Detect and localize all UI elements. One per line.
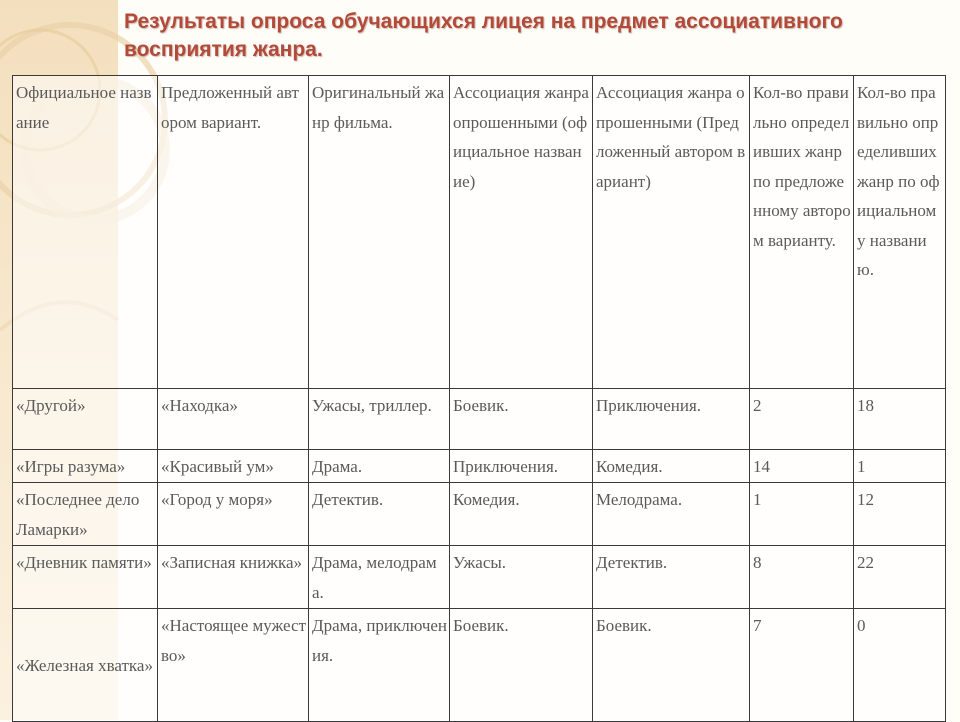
cell-association-official: Ужасы. — [450, 546, 593, 609]
table-row — [13, 450, 946, 483]
cell-association-official: Боевик. — [450, 389, 593, 450]
cell-count-author: 2 — [750, 389, 854, 450]
cell-association-official: Приключения. — [450, 450, 593, 483]
cell-association-author: Мелодрама. — [593, 483, 750, 546]
cell-count-author: 14 — [750, 450, 854, 483]
header-official-name: Официальное название — [13, 76, 158, 389]
header-author-variant: Предложенный автором вариант. — [158, 76, 309, 389]
cell-count-official: 12 — [854, 483, 946, 546]
cell-original-genre: Детектив. — [309, 483, 450, 546]
table-row — [13, 389, 946, 450]
cell-count-official: 22 — [854, 546, 946, 609]
cell-author-variant: «Город у моря» — [158, 483, 309, 546]
table-row — [13, 483, 946, 546]
header-count-official: Кол-во правильно определивших жанр по официальному названию. — [854, 76, 946, 389]
cell-author-variant: «Настоящее мужество» — [158, 609, 309, 722]
table-row — [13, 609, 946, 722]
survey-table — [12, 75, 946, 722]
header-association-author: Ассоциация жанра опрошенными (Предложенный автором вариант) — [593, 76, 750, 389]
cell-count-official: 1 — [854, 450, 946, 483]
cell-original-genre: Драма. — [309, 450, 450, 483]
survey-table-container — [12, 75, 946, 722]
cell-official-name: «Железная хватка» — [13, 609, 158, 722]
header-original-genre: Оригинальный жанр фильма. — [309, 76, 450, 389]
cell-original-genre: Драма, мелодрама. — [309, 546, 450, 609]
cell-official-name: «Дневник памяти» — [13, 546, 158, 609]
cell-original-genre: Ужасы, триллер. — [309, 389, 450, 450]
table-header-row — [13, 76, 946, 389]
cell-count-official: 18 — [854, 389, 946, 450]
table-row — [13, 546, 946, 609]
cell-association-official: Боевик. — [450, 609, 593, 722]
cell-association-official: Комедия. — [450, 483, 593, 546]
cell-count-official: 0 — [854, 609, 946, 722]
cell-count-author: 8 — [750, 546, 854, 609]
header-association-official: Ассоциация жанра опрошенными (официальное название) — [450, 76, 593, 389]
cell-official-name: «Игры разума» — [13, 450, 158, 483]
page-title: Результаты опроса обучающихся лицея на предмет ассоциативного восприятия жанра. — [124, 10, 843, 61]
cell-count-author: 7 — [750, 609, 854, 722]
cell-count-author: 1 — [750, 483, 854, 546]
cell-association-author: Боевик. — [593, 609, 750, 722]
cell-author-variant: «Находка» — [158, 389, 309, 450]
cell-original-genre: Драма, приключения. — [309, 609, 450, 722]
cell-association-author: Комедия. — [593, 450, 750, 483]
cell-author-variant: «Красивый ум» — [158, 450, 309, 483]
cell-association-author: Приключения. — [593, 389, 750, 450]
cell-official-name: «Другой» — [13, 389, 158, 450]
cell-association-author: Детектив. — [593, 546, 750, 609]
header-count-author: Кол-во правильно определивших жанр по предложенному автором варианту. — [750, 76, 854, 389]
cell-author-variant: «Записная книжка» — [158, 546, 309, 609]
cell-official-name: «Последнее дело Ламарки» — [13, 483, 158, 546]
